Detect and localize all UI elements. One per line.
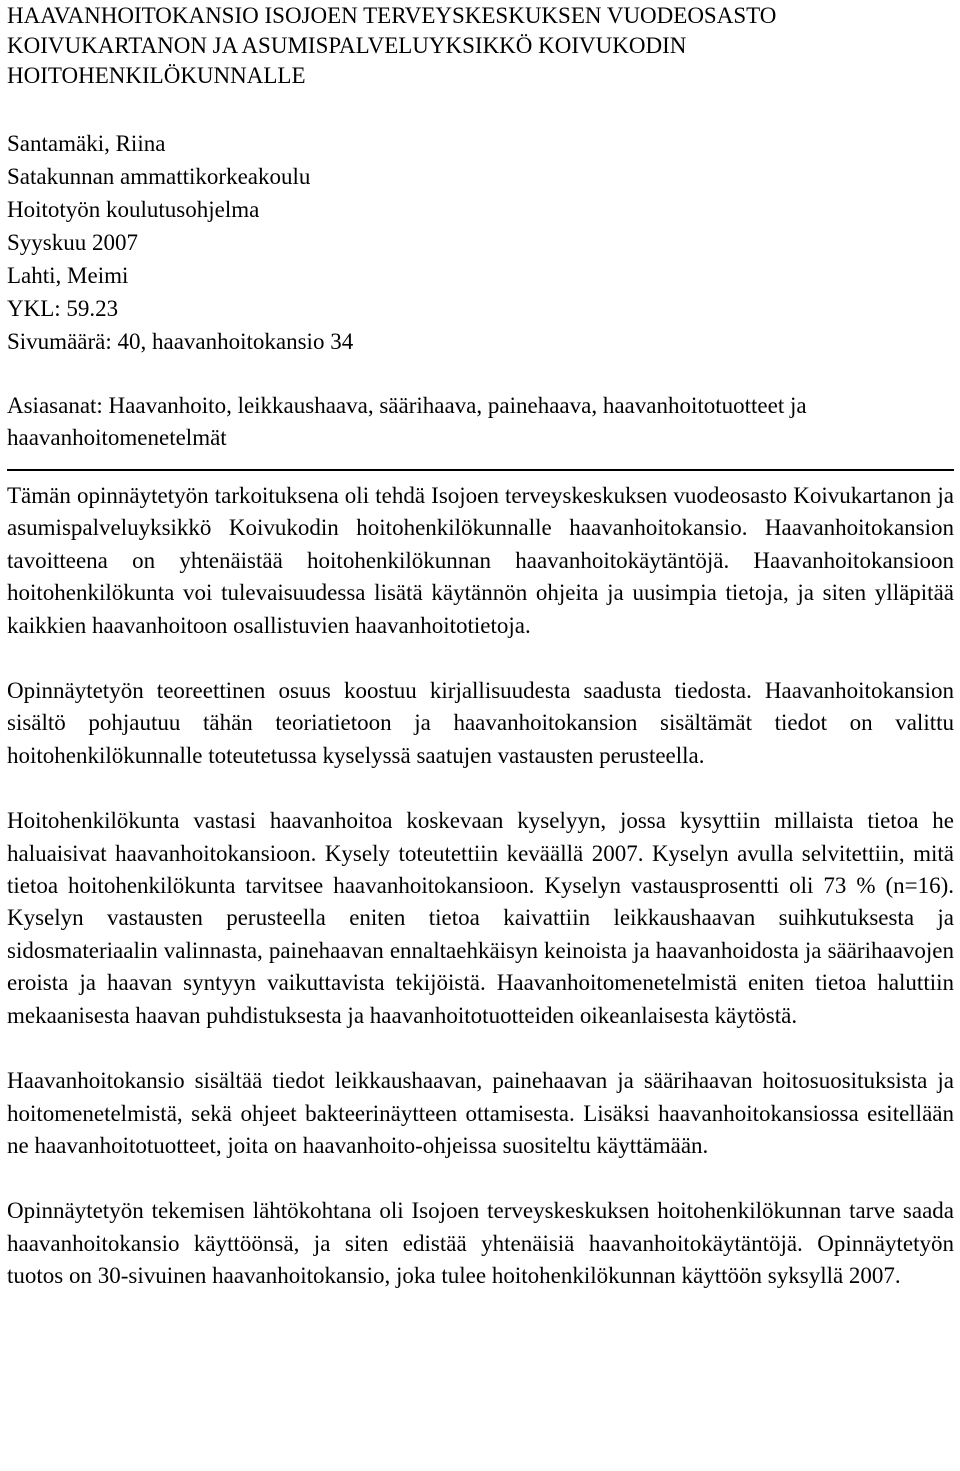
supervisor: Lahti, Meimi [7, 263, 129, 288]
date: Syyskuu 2007 [7, 230, 138, 255]
document-title [7, 0, 954, 91]
abstract [7, 471, 954, 1293]
title-line: HAAVANHOITOKANSIO ISOJOEN TERVEYSKESKUKSEN VUODEOSASTO [7, 3, 777, 28]
abstract-paragraph: Hoitohenkilökunta vastasi haavanhoitoa koskevaan kyselyyn, jossa kysyttiin millaista tietoa he haluaisivat haavanhoitokansioon. Kysely toteutettiin keväällä 2007. Kyselyn avulla selvitettiin, mitä tietoa hoitohenkilökunta tarvitsee haavanhoitokansioon. Kyselyn vastausprosentti oli 73 % (n=16). Kyselyn vastausten perusteella eniten tietoa kaivattiin leikkaushaavan suihkutuksesta ja sidosmateriaalin valinnasta, painehaavan ennaltaehkäisyn keinoista ja haavanhoidosta ja säärihaavojen eroista ja haavan syntyyn vaikuttavista tekijöistä. Haavanhoitomenetelmistä eniten tietoa haluttiin mekaanisesta haavan puhdistuksesta ja haavanhoitotuotteiden oikeanlaisesta käytöstä. [7, 808, 954, 1028]
abstract-paragraph: Haavanhoitokansio sisältää tiedot leikkaushaavan, painehaavan ja säärihaavan hoitosuosituksista ja hoitomenetelmistä, sekä ohjeet bakteerinäytteen ottamisesta. Lisäksi haavanhoitokansiossa esitellään ne haavanhoitotuotteet, joita on haavanhoito-ohjeissa suositeltu käyttämään. [7, 1068, 954, 1158]
abstract-paragraph: Tämän opinnäytetyön tarkoituksena oli tehdä Isojoen terveyskeskuksen vuodeosasto Koivukartanon ja asumispalveluyksikkö Koivukodin hoitohenkilökunnalle haavanhoitokansio. Haavanhoitokansion tavoitteena on yhtenäistää hoitohenkilökunnan haavanhoitokäytäntöjä. Haavanhoitokansioon hoitohenkilökunta voi tulevaisuudessa lisätä käytännön ohjeita ja uusimpia tietoja, ja siten ylläpitää kaikkien haavanhoitoon osallistuvien haavanhoitotietoja. [7, 483, 954, 638]
author: Santamäki, Riina [7, 131, 166, 156]
page-count: Sivumäärä: 40, haavanhoitokansio 34 [7, 329, 354, 354]
abstract-paragraph: Opinnäytetyön tekemisen lähtökohtana oli Isojoen terveyskeskuksen hoitohenkilökunnan tarve saada haavanhoitokansio käyttöönsä, ja siten edistää yhtenäisiä haavanhoitokäytäntöjä. Opinnäytetyön tuotos on 30-sivuinen haavanhoitokansio, joka tulee hoitohenkilökunnan käyttöön syksyllä 2007. [7, 1198, 954, 1289]
school: Satakunnan ammattikorkeakoulu [7, 164, 311, 189]
abstract-paragraph: Opinnäytetyön teoreettinen osuus koostuu kirjallisuudesta saadusta tiedosta. Haavanhoitokansion sisältö pohjautuu tähän teoriatietoon ja haavanhoitokansion sisältämät tiedot on valittu hoitohenkilökunnalle toteutetussa kyselyssä saatujen vastausten perusteella. [7, 678, 954, 768]
keywords: Asiasanat: Haavanhoito, leikkaushaava, säärihaava, painehaava, haavanhoitotuotteet ja haavanhoitomenetelmät [7, 393, 807, 450]
title-line: HOITOHENKILÖKUNNALLE [7, 63, 306, 88]
title-line: KOIVUKARTANON JA ASUMISPALVELUYKSIKKÖ KOIVUKODIN [7, 33, 687, 58]
degree-program: Hoitotyön koulutusohjelma [7, 197, 260, 222]
ykl-classification: YKL: 59.23 [7, 296, 119, 321]
metadata-block [7, 127, 954, 358]
